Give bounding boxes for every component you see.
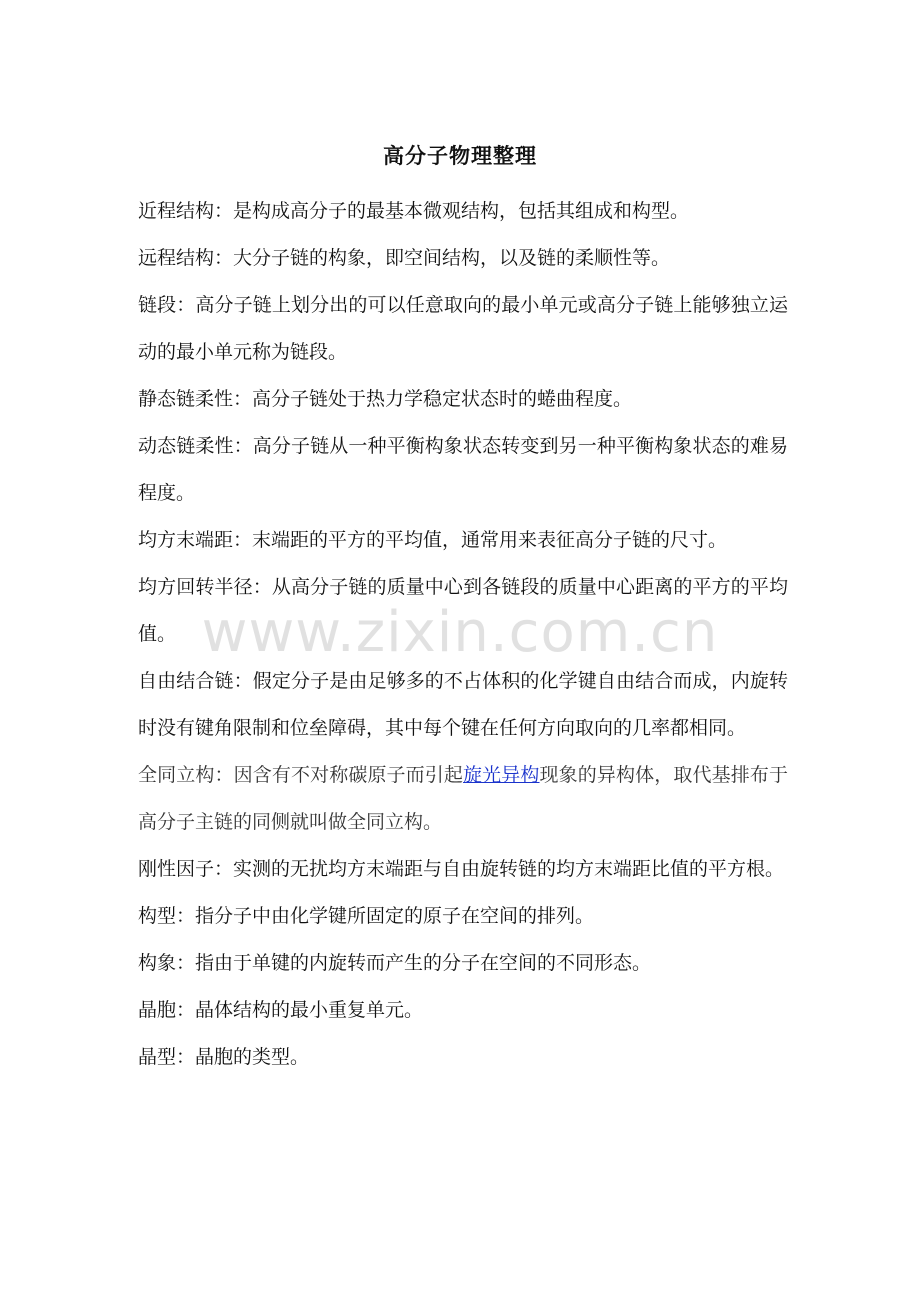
paragraph-radius-of-gyration: 均方回转半径：从高分子链的质量中心到各链段的质量中心距离的平方的平均值。 [138,576,788,645]
paragraph-freely-jointed-chain: 自由结合链：假定分子是由足够多的不占体积的化学键自由结合而成，内旋转时没有键角限制和位垒障碍，其中每个键在任何方向取向的几率都相同。 [138,670,788,739]
paragraph-crystal-form: 晶型：晶胞的类型。 [138,1046,310,1068]
paragraph-conformation: 构象：指由于单键的内旋转而产生的分子在空间的不同形态。 [138,952,652,974]
paragraph-short-range-structure: 近程结构：是构成高分子的最基本微观结构，包括其组成和构型。 [138,200,690,222]
paragraph-rigidity-factor: 刚性因子：实测的无扰均方末端距与自由旋转链的均方末端距比值的平方根。 [138,858,785,880]
paragraph-unit-cell: 晶胞：晶体结构的最小重复单元。 [138,999,424,1021]
paragraph-mean-square-end-distance: 均方末端距：末端距的平方的平均值，通常用来表征高分子链的尺寸。 [138,529,728,551]
optical-isomerism-link[interactable]: 旋光异构 [463,764,540,786]
paragraph-dynamic-flexibility: 动态链柔性：高分子链从一种平衡构象状态转变到另一种平衡构象状态的难易程度。 [138,435,788,504]
paragraph-configuration: 构型：指分子中由化学键所固定的原子在空间的排列。 [138,905,595,927]
isotactic-text-before: 全同立构：因含有不对称碳原子而引起 [138,764,464,786]
document-body [138,188,788,1081]
document-title: 高分子物理整理 [383,143,537,168]
paragraph-chain-segment: 链段：高分子链上划分出的可以任意取向的最小单元或高分子链上能够独立运动的最小单元称为链段。 [138,294,788,363]
paragraph-static-flexibility: 静态链柔性：高分子链处于热力学稳定状态时的蜷曲程度。 [138,388,633,410]
isotactic-text-after: 现象的异构体，取代基排布于高分子主链的同侧就叫做全同立构。 [138,764,788,833]
watermark: www.zixin.com.cn [201,600,719,665]
paragraph-long-range-structure: 远程结构：大分子链的构象，即空间结构，以及链的柔顺性等。 [138,247,671,269]
paragraph-isotactic [138,752,788,846]
